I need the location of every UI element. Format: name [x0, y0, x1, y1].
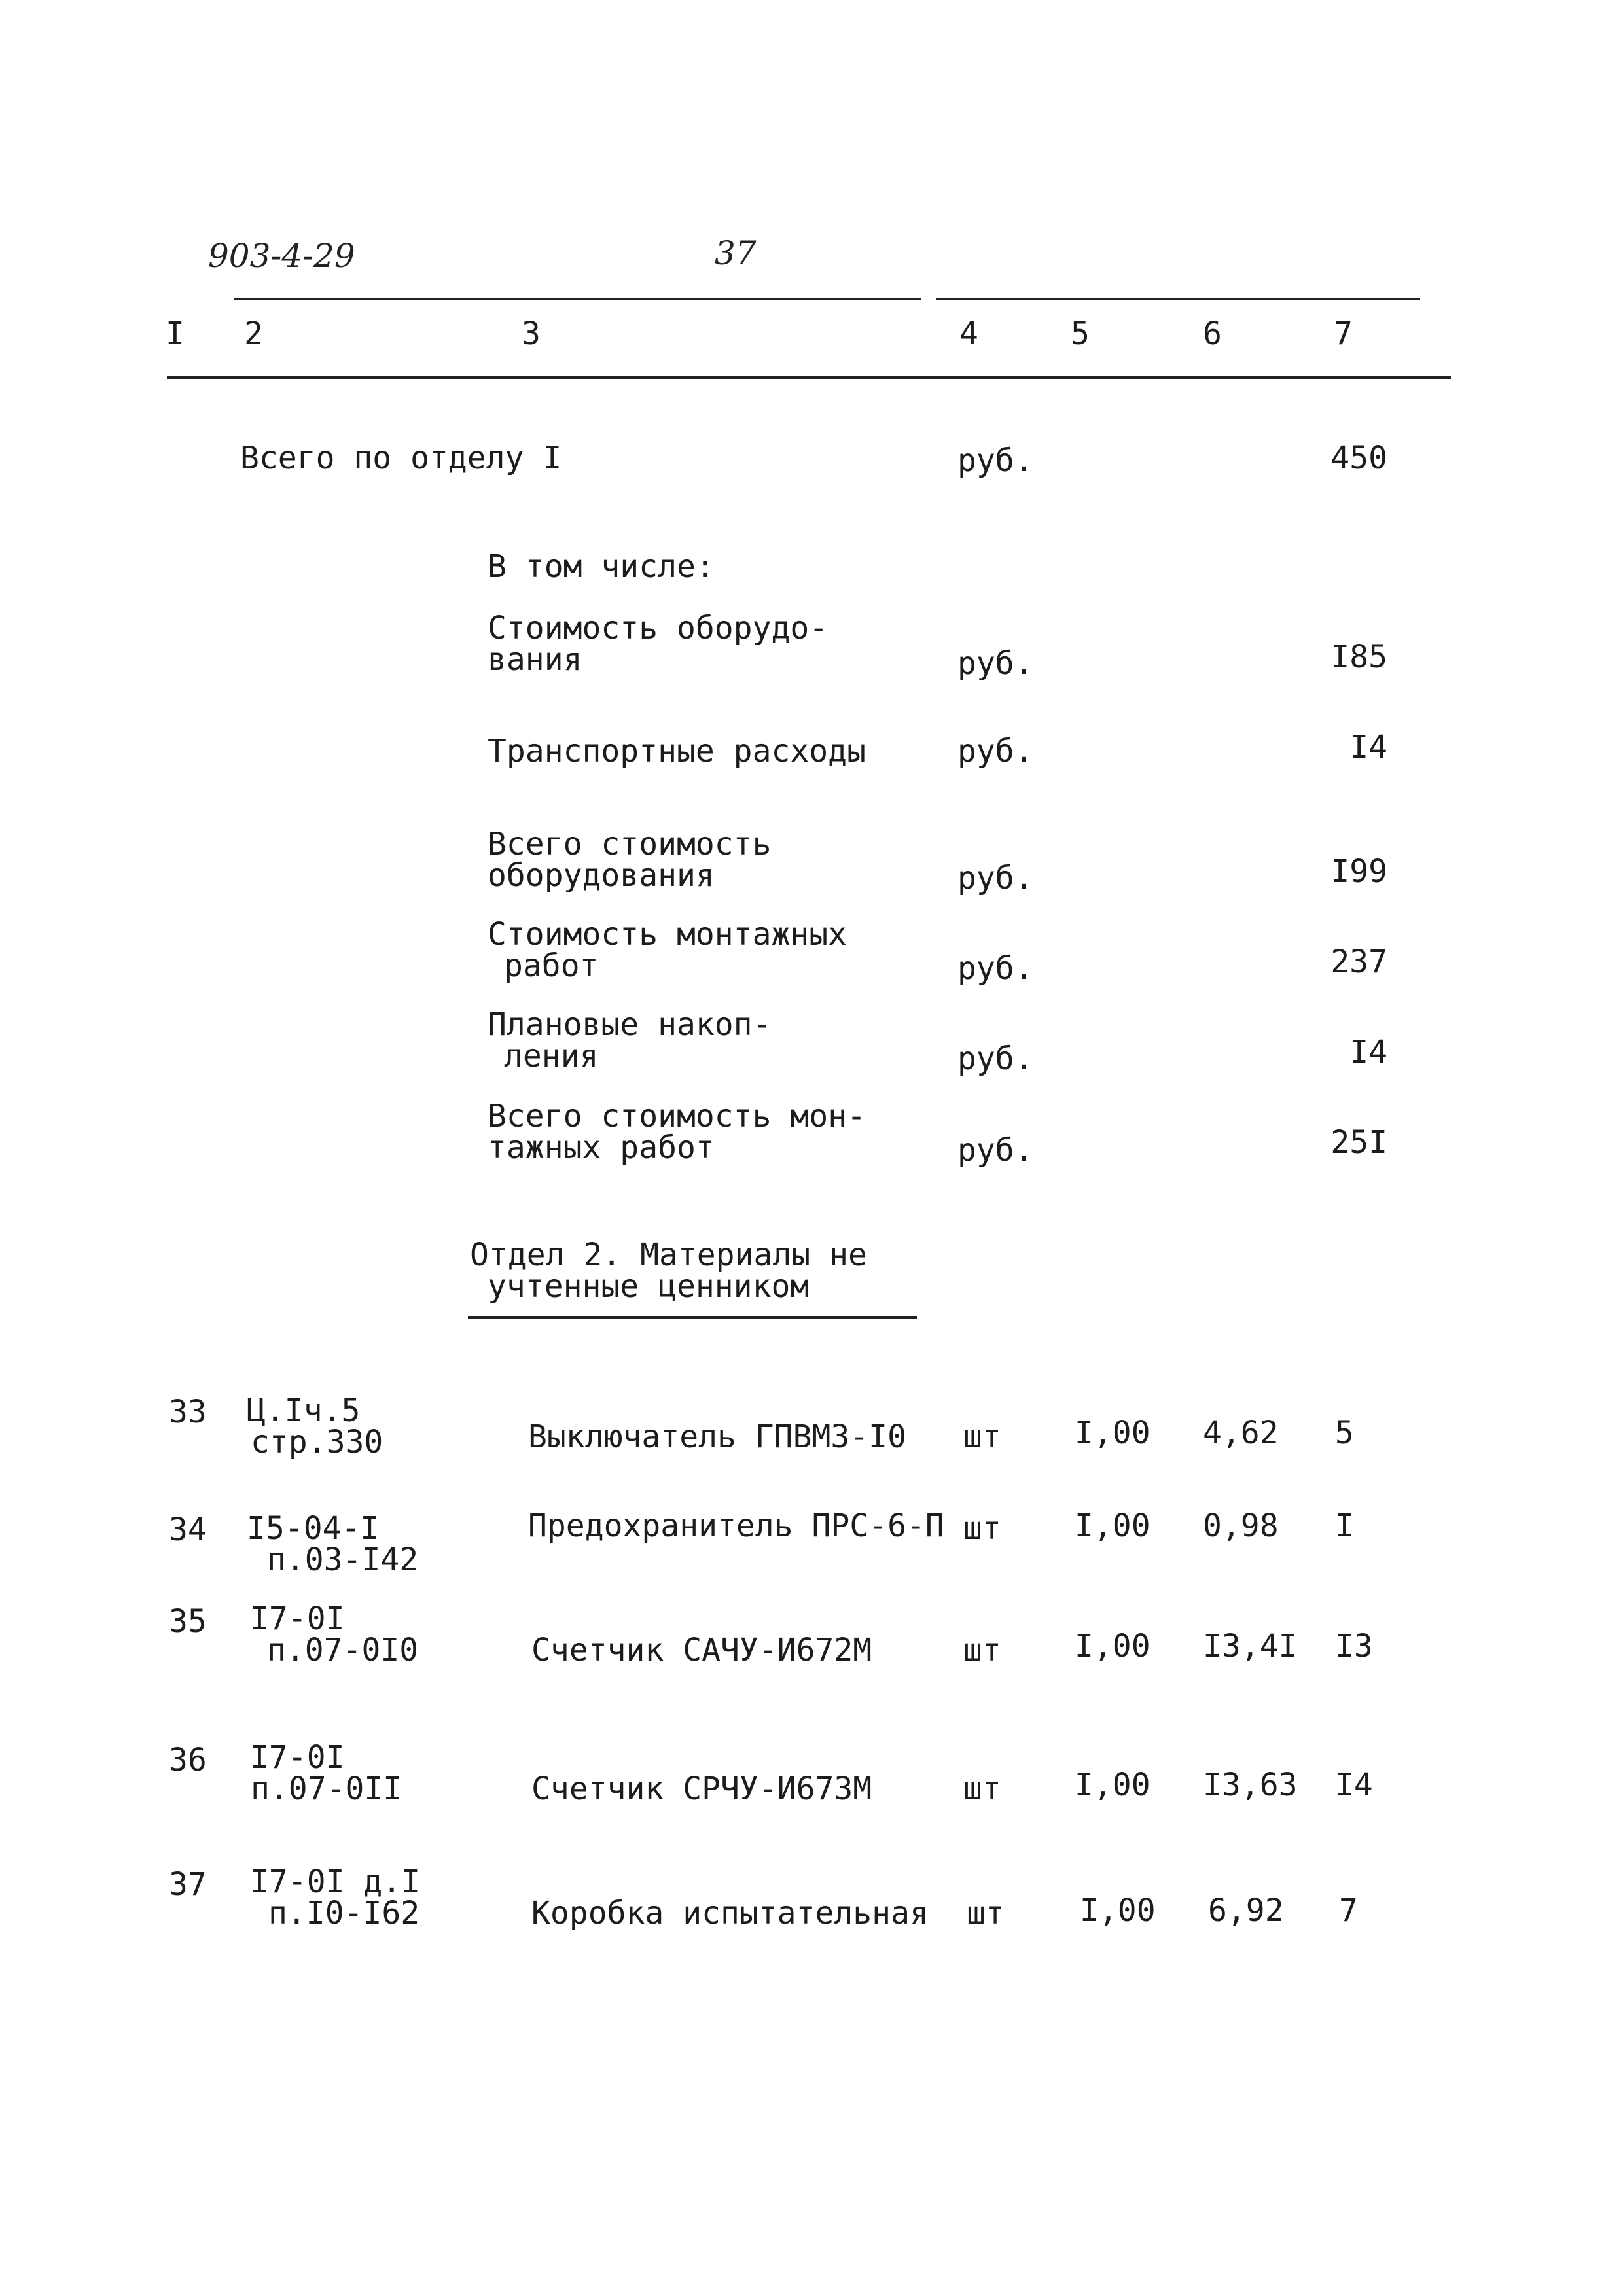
item-code-line2: п.I0-I62 [268, 1895, 420, 1932]
item-code-line1: I7-0I [250, 1600, 345, 1637]
including-label: В том числе: [488, 548, 715, 585]
item-quantity: I,00 [1075, 1508, 1150, 1544]
breakdown-name-line1: Плановые накоп- [488, 1006, 772, 1043]
item-code-line2: стр.330 [251, 1424, 383, 1460]
section2-heading-line1: Отдел 2. Материалы не [470, 1237, 867, 1273]
item-name: Коробка испытательная [531, 1895, 929, 1932]
breakdown-value: 237 [1330, 944, 1387, 980]
breakdown-unit: руб. [957, 1132, 1033, 1169]
item-total: 7 [1339, 1892, 1358, 1929]
section2-underline [468, 1316, 917, 1319]
column-header-1: I [166, 315, 185, 352]
item-unit: шт [963, 1510, 1001, 1547]
column-header-4: 4 [959, 315, 978, 352]
column-header-7: 7 [1334, 315, 1353, 352]
item-unit: шт [963, 1632, 1001, 1669]
breakdown-name-line2: тажных работ [488, 1129, 715, 1166]
breakdown-name-line1: Стоимость оборудо- [488, 610, 829, 646]
column-header-rule [167, 376, 1451, 379]
item-total: I3 [1335, 1628, 1373, 1665]
section2-heading-line2: учтенные ценником [488, 1268, 810, 1305]
column-header-6: 6 [1203, 315, 1222, 352]
breakdown-name-line1: Стоимость монтажных [488, 916, 847, 953]
breakdown-name-line1: Всего стоимость [488, 826, 772, 862]
breakdown-value: 25I [1330, 1124, 1387, 1161]
item-code-line2: п.03-I42 [267, 1542, 419, 1578]
item-price: 0,98 [1203, 1508, 1279, 1544]
item-price: I3,4I [1203, 1628, 1298, 1665]
item-unit: шт [963, 1419, 1001, 1455]
item-code-line1: Ц.Iч.5 [247, 1392, 361, 1429]
breakdown-unit: руб. [957, 1040, 1033, 1077]
breakdown-value: I99 [1330, 853, 1387, 890]
item-code-line2: п.07-0II [251, 1771, 402, 1807]
item-total: I [1335, 1508, 1354, 1544]
breakdown-name-line1: Всего стоимость мон- [488, 1098, 866, 1135]
item-name: Выключатель ГПВМ3-I0 [528, 1419, 906, 1455]
page-number: 37 [715, 234, 757, 272]
section1-total-label: Всего по отделу I [240, 440, 562, 476]
item-price: 4,62 [1203, 1415, 1279, 1451]
breakdown-name-line2: вания [488, 641, 582, 678]
column-header-5: 5 [1071, 315, 1090, 352]
item-number: 34 [169, 1511, 207, 1548]
column-header-2: 2 [244, 315, 263, 352]
breakdown-value: I4 [1349, 729, 1387, 766]
item-name: Предохранитель ПРС-6-П [528, 1508, 944, 1544]
item-unit: шт [967, 1895, 1005, 1932]
item-code-line1: I7-0I д.I [250, 1863, 421, 1900]
breakdown-name-line2: оборудования [488, 857, 715, 894]
item-quantity: I,00 [1075, 1767, 1150, 1803]
section1-total-value: 450 [1330, 440, 1387, 476]
item-total: I4 [1335, 1767, 1373, 1803]
breakdown-value: I85 [1330, 639, 1387, 675]
item-number: 35 [169, 1603, 207, 1640]
item-unit: шт [963, 1771, 1001, 1807]
item-code-line2: п.07-0I0 [267, 1632, 419, 1669]
item-number: 37 [169, 1866, 207, 1903]
item-number: 33 [169, 1394, 207, 1430]
header-rule-right [936, 298, 1420, 300]
header-rule-left [234, 298, 921, 300]
breakdown-value: I4 [1349, 1034, 1387, 1070]
breakdown-unit: руб. [957, 645, 1033, 682]
item-name: Счетчик САЧУ-И672М [531, 1632, 872, 1669]
document-code: 903-4-29 [208, 237, 355, 275]
item-number: 36 [169, 1742, 207, 1778]
breakdown-name-line2: ления [504, 1038, 599, 1074]
item-quantity: I,00 [1075, 1628, 1150, 1665]
item-price: 6,92 [1208, 1892, 1284, 1929]
breakdown-name-line1: Транспортные расходы [488, 733, 866, 769]
breakdown-unit: руб. [957, 950, 1033, 987]
breakdown-name-line2: работ [504, 947, 599, 984]
item-price: I3,63 [1203, 1767, 1298, 1803]
item-total: 5 [1335, 1415, 1354, 1451]
item-quantity: I,00 [1075, 1415, 1150, 1451]
column-header-3: 3 [522, 315, 541, 352]
item-name: Счетчик СРЧУ-И673М [531, 1771, 872, 1807]
breakdown-unit: руб. [957, 860, 1033, 896]
item-code-line1: I7-0I [250, 1739, 345, 1776]
section1-total-unit: руб. [957, 442, 1033, 479]
breakdown-unit: руб. [957, 733, 1033, 769]
item-quantity: I,00 [1080, 1892, 1156, 1929]
item-code-line1: I5-04-I [247, 1510, 380, 1547]
